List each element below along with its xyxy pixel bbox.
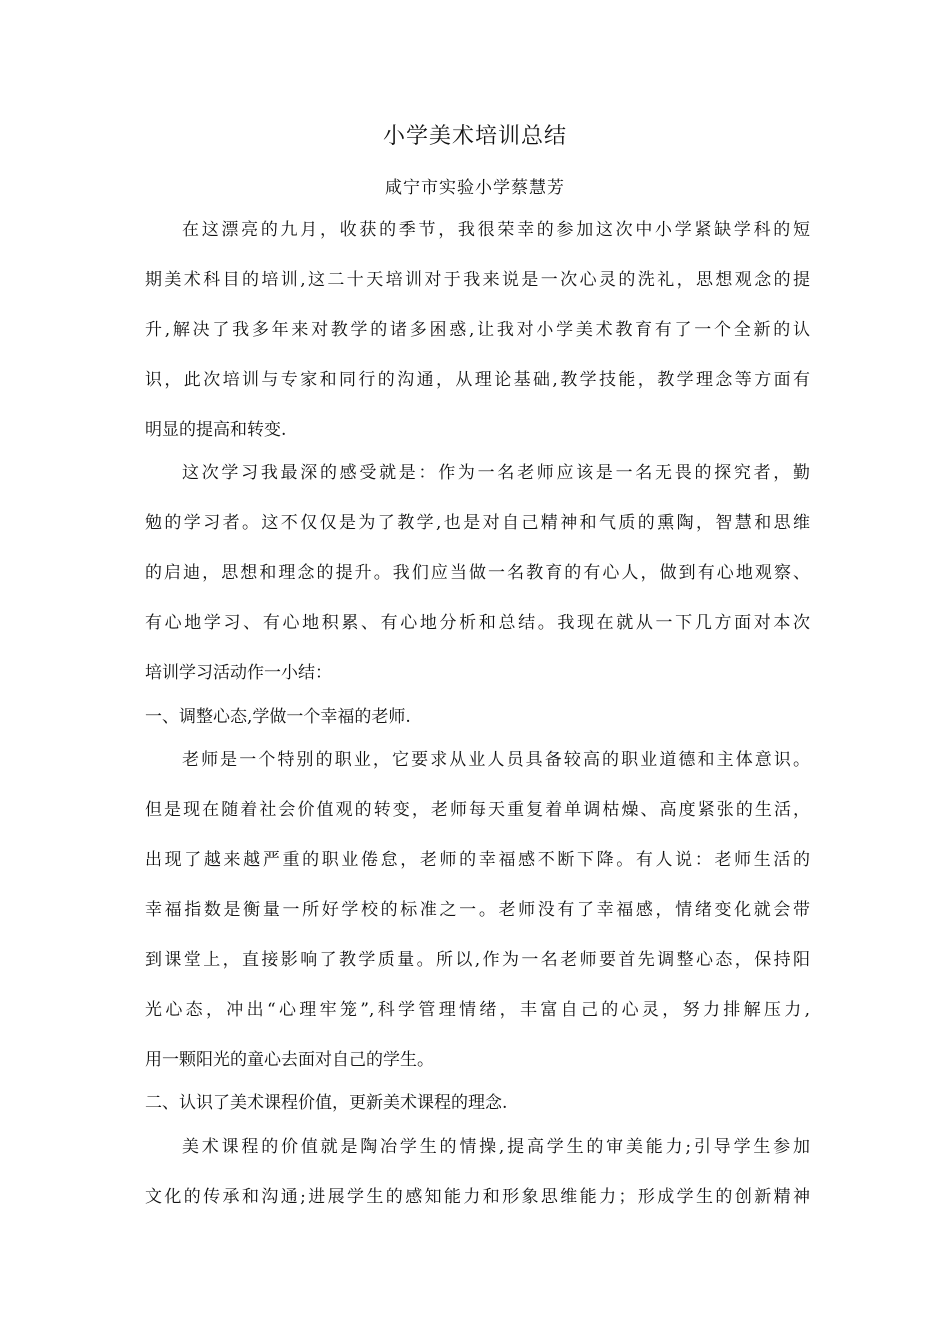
paragraph-line: 识，此次培训与专家和同行的沟通，从理论基础,教学技能，教学理念等方面有 bbox=[145, 370, 810, 390]
paragraph-line: 幸福指数是衡量一所好学校的标准之一。老师没有了幸福感，情绪变化就会带 bbox=[145, 900, 810, 920]
paragraph-line: 到课堂上，直接影响了教学质量。所以,作为一名老师要首先调整心态，保持阳 bbox=[145, 950, 810, 970]
paragraph-line: 的启迪，思想和理念的提升。我们应当做一名教育的有心人，做到有心地观察、 bbox=[145, 563, 810, 583]
author-line: 咸宁市实验小学蔡慧芳 bbox=[385, 178, 565, 198]
paragraph-line: 文化的传承和沟通;进展学生的感知能力和形象思维能力；形成学生的创新精神 bbox=[145, 1187, 810, 1207]
paragraph-line: 老师是一个特别的职业，它要求从业人员具备较高的职业道德和主体意识。 bbox=[182, 750, 810, 770]
paragraph-line: 但是现在随着社会价值观的转变，老师每天重复着单调枯燥、高度紧张的生活， bbox=[145, 800, 810, 820]
paragraph-line: 勉的学习者。这不仅仅是为了教学,也是对自己精神和气质的熏陶，智慧和思维 bbox=[145, 513, 810, 533]
paragraph-line: 有心地学习、有心地积累、有心地分析和总结。我现在就从一下几方面对本次 bbox=[145, 613, 810, 633]
document-title: 小学美术培训总结 bbox=[382, 124, 567, 149]
section-heading: 一、调整心态,学做一个幸福的老师. bbox=[145, 707, 411, 727]
paragraph-line: 培训学习活动作一小结： bbox=[145, 663, 332, 683]
paragraph-line: 用一颗阳光的童心去面对自己的学生。 bbox=[145, 1050, 434, 1070]
section-heading: 二、认识了美术课程价值，更新美术课程的理念. bbox=[145, 1093, 508, 1113]
paragraph-line: 光心态，冲出“心理牢笼”,科学管理情绪，丰富自己的心灵，努力排解压力, bbox=[145, 1000, 810, 1020]
paragraph-line: 美术课程的价值就是陶冶学生的情操,提高学生的审美能力;引导学生参加 bbox=[182, 1137, 810, 1157]
paragraph-line: 升,解决了我多年来对教学的诸多困惑,让我对小学美术教育有了一个全新的认 bbox=[145, 320, 810, 340]
paragraph-line: 在这漂亮的九月，收获的季节，我很荣幸的参加这次中小学紧缺学科的短 bbox=[182, 220, 810, 240]
paragraph-line: 期美术科目的培训,这二十天培训对于我来说是一次心灵的洗礼，思想观念的提 bbox=[145, 270, 810, 290]
paragraph-line: 明显的提高和转变. bbox=[145, 420, 287, 440]
paragraph-line: 这次学习我最深的感受就是：作为一名老师应该是一名无畏的探究者，勤 bbox=[182, 463, 810, 483]
paragraph-line: 出现了越来越严重的职业倦怠，老师的幸福感不断下降。有人说：老师生活的 bbox=[145, 850, 810, 870]
